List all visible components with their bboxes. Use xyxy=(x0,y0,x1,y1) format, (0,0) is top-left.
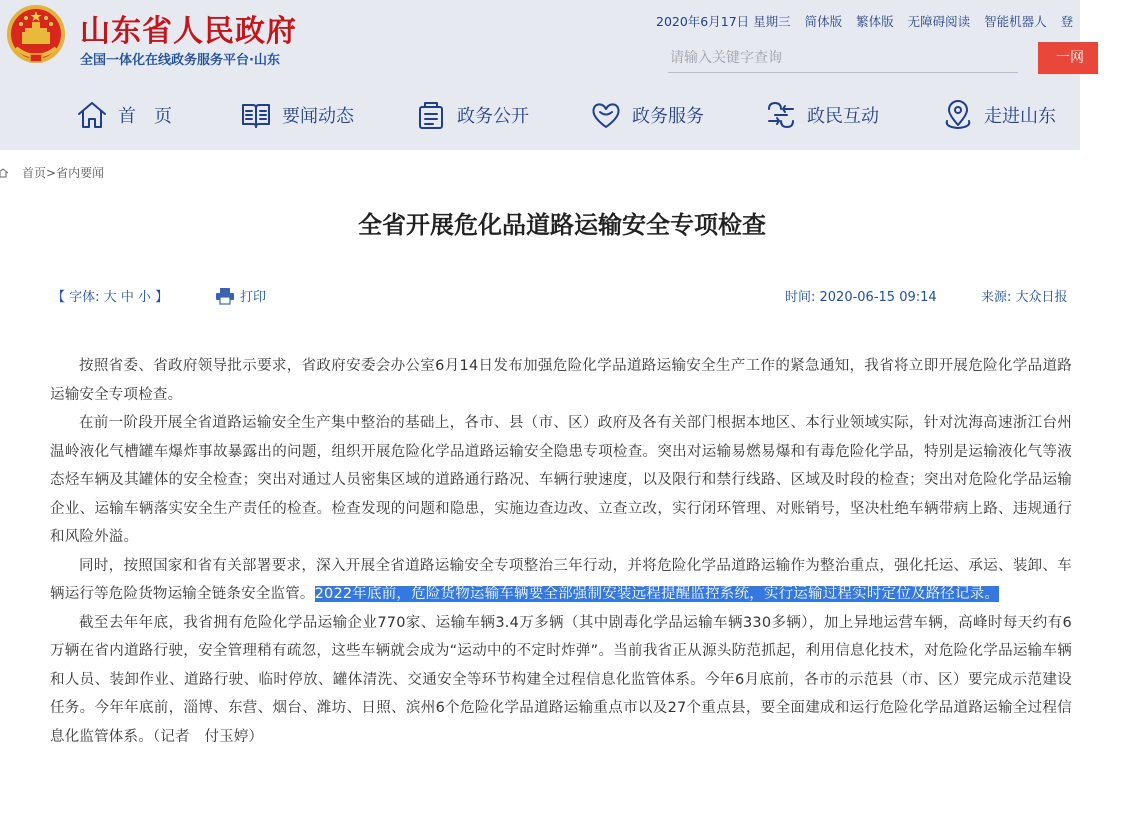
article-body xyxy=(50,352,1072,751)
selected-text-highlight[interactable]: 2022年底前，危险货物运输车辆要全部强制安装远程提醒监控系统，实行运输过程实时定位及路径记录。 xyxy=(314,586,1000,602)
top-links xyxy=(656,12,1083,30)
book-icon xyxy=(240,99,272,131)
nav-interaction-label: 政民互动 xyxy=(807,106,879,127)
interaction-icon xyxy=(765,99,797,131)
font-size-prefix: 【 字体: xyxy=(52,290,104,305)
source-label: 来源: xyxy=(981,290,1016,305)
time-value: 2020-06-15 09:14 xyxy=(819,290,937,305)
print-label: 打印 xyxy=(240,290,267,305)
search-box xyxy=(668,46,1018,73)
site-subtitle[interactable]: 全国一体化在线政务服务平台·山东 xyxy=(80,53,280,68)
article-source xyxy=(981,286,1068,305)
nav-about-shandong-label: 走进山东 xyxy=(984,106,1056,127)
national-emblem-icon[interactable] xyxy=(6,4,66,66)
location-icon xyxy=(942,99,974,131)
nav-services-label: 政务服务 xyxy=(632,106,704,127)
font-medium-button[interactable]: 中 xyxy=(120,290,134,305)
breadcrumb-home-icon xyxy=(0,168,10,178)
nav-news[interactable] xyxy=(240,92,354,138)
site-title[interactable]: 山东省人民政府 xyxy=(80,14,297,49)
nav-home-label: 首 页 xyxy=(118,106,172,127)
home-icon xyxy=(76,99,108,131)
article-title: 全省开展危化品道路运输安全专项检查 xyxy=(358,211,766,239)
paragraph-1: 按照省委、省政府领导批示要求，省政府安委会办公室6月14日发布加强危险化学品道路运输安全生产工作的紧急通知，我省将立即开展危险化学品道路运输安全专项检查。 xyxy=(50,358,1072,403)
font-small-button[interactable]: 小 xyxy=(137,290,151,305)
breadcrumb-home[interactable]: 首页 xyxy=(22,166,47,180)
current-date: 2020年6月17日 星期三 xyxy=(656,14,791,29)
link-login[interactable]: 登 xyxy=(1060,14,1074,29)
search-button[interactable]: 一网 xyxy=(1038,42,1098,74)
search-input[interactable] xyxy=(668,46,1002,70)
main-nav xyxy=(0,92,1080,138)
link-simplified[interactable]: 简体版 xyxy=(804,14,843,29)
nav-government-affairs[interactable] xyxy=(415,92,529,138)
nav-services[interactable] xyxy=(590,92,704,138)
font-size-controls xyxy=(52,286,168,305)
breadcrumb-current[interactable]: 省内要闻 xyxy=(56,166,105,180)
breadcrumb xyxy=(0,164,104,181)
paragraph-3 xyxy=(50,552,1072,609)
link-robot[interactable]: 智能机器人 xyxy=(984,14,1047,29)
nav-government-affairs-label: 政务公开 xyxy=(457,106,529,127)
font-large-button[interactable]: 大 xyxy=(103,290,117,305)
nav-about-shandong[interactable] xyxy=(942,92,1056,138)
paragraph-2: 在前一阶段开展全省道路运输安全生产集中整治的基础上，各市、县（市、区）政府及各有关部门根据本地区、本行业领域实际，针对沈海高速浙江台州温岭液化气槽罐车爆炸事故暴露出的问题，组织开展危险化学品道路运输安全隐患专项检查。突出对运输易燃易爆和有毒危险化学品，特别是运输液化气等液态烃车辆及其罐体的安全检查；突出对通过人员密集区域的道路通行路况、车辆行驶速度，以及限行和禁行线路、区域及时段的检查；突出对危险化学品运输企业、运输车辆落实安全生产责任的检查。检查发现的问题和隐患，实施边查边改、立查立改，实行闭环管理、对账销号，坚决杜绝车辆带病上路、违规通行和风险外溢。 xyxy=(50,415,1072,545)
printer-icon xyxy=(216,288,234,304)
breadcrumb-separator: > xyxy=(46,166,57,180)
paragraph-4: 截至去年年底，我省拥有危险化学品运输企业770家、运输车辆3.4万多辆（其中剧毒化学品运输车辆330多辆），加上异地运营车辆，高峰时每天约有6万辆在省内道路行驶，安全管理稍有疏忽，这些车辆就会成为“运动中的不定时炸弹”。当前我省正从源头防范抓起，利用信息化技术，对危险化学品运输车辆和人员、装卸作业、道路行驶、临时停放、罐体清洗、交通安全等环节构建全过程信息化监管体系。今年6月底前，各市的示范县（市、区）要完成示范建设任务。今年年底前，淄博、东营、烟台、潍坊、日照、滨州6个危险化学品道路运输重点市以及27个重点县，要全面建成和运行危险化学品道路运输全过程信息化监管体系。（记者 付玉婷） xyxy=(50,614,1072,745)
time-label: 时间: xyxy=(785,290,820,305)
heart-icon xyxy=(590,99,622,131)
nav-home[interactable] xyxy=(76,92,172,138)
nav-interaction[interactable] xyxy=(765,92,879,138)
document-icon xyxy=(415,99,447,131)
site-header xyxy=(0,0,1084,150)
source-value: 大众日报 xyxy=(1015,290,1068,305)
paragraph-3-text: 同时，按照国家和省有关部署要求，深入开展全省道路运输安全专项整治三年行动，并将危险化学品道路运输作为整治重点，强化托运、承运、装卸、车辆运行等危险货物运输全链条安全监管。 xyxy=(50,557,1072,602)
font-size-suffix: 】 xyxy=(150,290,169,305)
print-button[interactable] xyxy=(216,286,266,305)
link-accessibility[interactable]: 无障碍阅读 xyxy=(907,14,971,29)
nav-news-label: 要闻动态 xyxy=(282,106,354,127)
publish-time xyxy=(785,286,937,305)
link-traditional[interactable]: 繁体版 xyxy=(856,14,894,29)
